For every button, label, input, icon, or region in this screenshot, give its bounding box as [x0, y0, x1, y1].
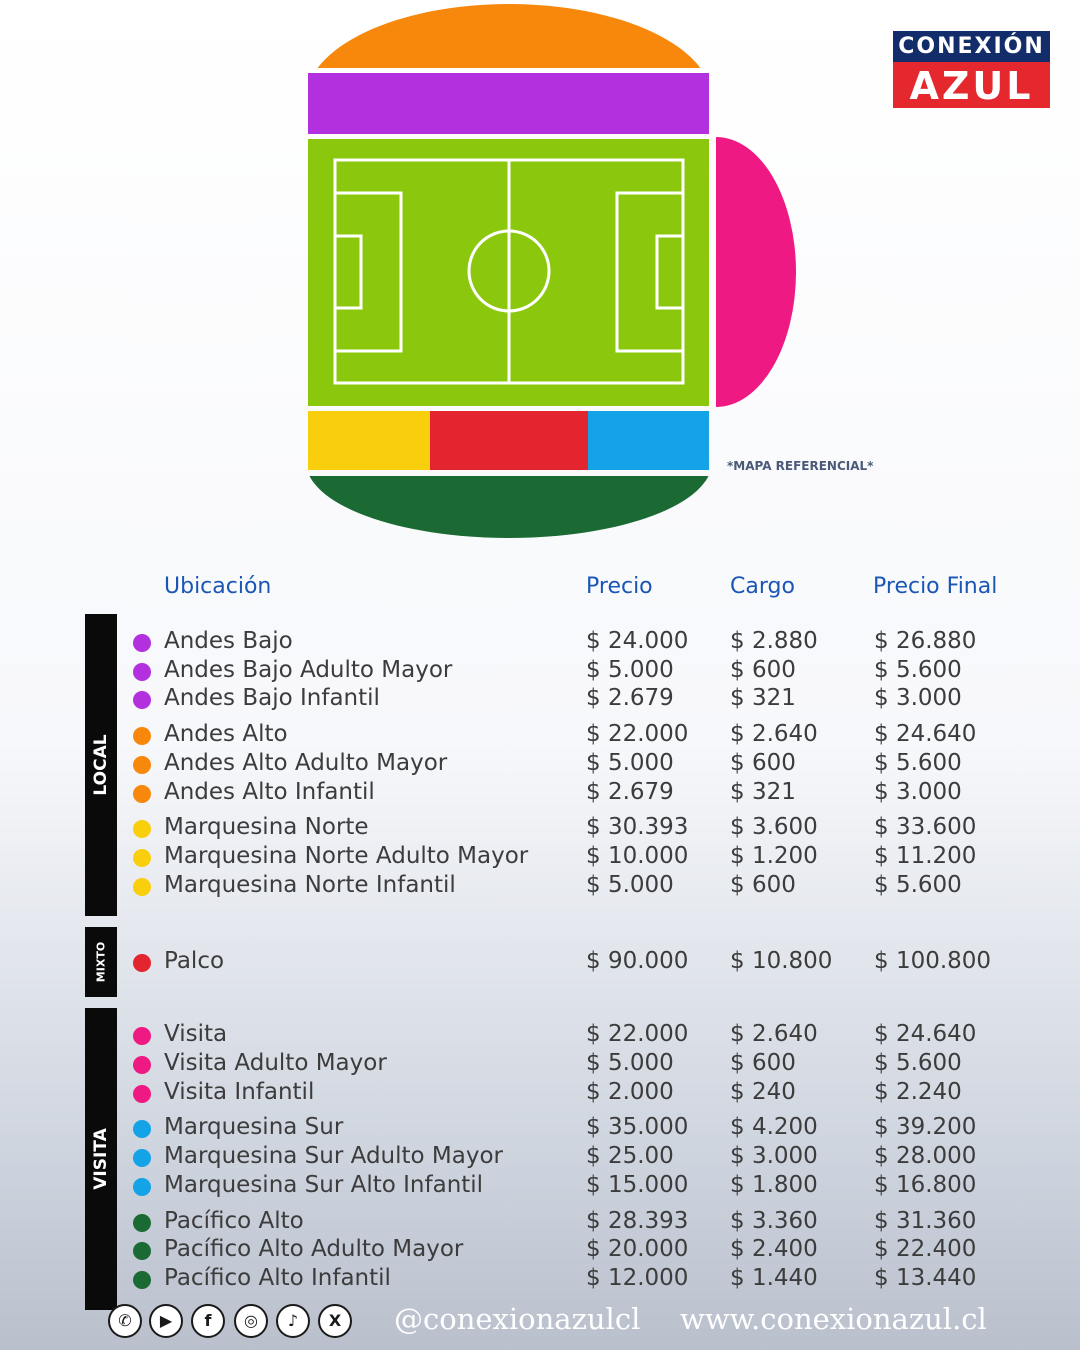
row-cargo: $ 4.200 [730, 1114, 818, 1140]
row-precio: $ 2.679 [586, 685, 674, 711]
row-cargo: $ 3.000 [730, 1143, 818, 1169]
row-precio: $ 22.000 [586, 721, 689, 747]
row-precio: $ 30.393 [586, 814, 689, 840]
row-precio: $ 5.000 [586, 872, 674, 898]
x-icon[interactable]: X [318, 1304, 352, 1338]
row-cargo: $ 2.400 [730, 1236, 818, 1262]
facebook-icon[interactable]: f [191, 1304, 225, 1338]
group-label-mixto: MIXTO [94, 941, 108, 983]
row-cargo: $ 1.440 [730, 1265, 818, 1291]
tiktok-icon[interactable]: ♪ [276, 1304, 310, 1338]
table-row [0, 843, 1080, 872]
row-precio: $ 15.000 [586, 1172, 689, 1198]
table-row [0, 1236, 1080, 1265]
row-name: Andes Alto Adulto Mayor [164, 750, 448, 776]
row-cargo: $ 600 [730, 1050, 796, 1076]
row-cargo: $ 3.600 [730, 814, 818, 840]
row-cargo: $ 600 [730, 872, 796, 898]
row-precio: $ 28.393 [586, 1208, 689, 1234]
row-cargo: $ 1.200 [730, 843, 818, 869]
row-precio: $ 22.000 [586, 1021, 689, 1047]
color-dot-icon [133, 1085, 151, 1103]
row-precio-final: $ 3.000 [874, 779, 962, 805]
row-precio-final: $ 31.360 [874, 1208, 977, 1234]
color-dot-icon [133, 1056, 151, 1074]
row-name: Pacífico Alto Infantil [164, 1265, 391, 1291]
row-precio: $ 2.679 [586, 779, 674, 805]
table-row [0, 721, 1080, 750]
whatsapp-icon[interactable]: ✆ [108, 1304, 142, 1338]
row-precio-final: $ 5.600 [874, 872, 962, 898]
row-cargo: $ 2.880 [730, 628, 818, 654]
row-cargo: $ 10.800 [730, 948, 833, 974]
row-precio-final: $ 2.240 [874, 1079, 962, 1105]
row-cargo: $ 600 [730, 750, 796, 776]
color-dot-icon [133, 663, 151, 681]
group-label-local: LOCAL [91, 734, 111, 796]
row-precio: $ 5.000 [586, 750, 674, 776]
row-name: Pacífico Alto [164, 1208, 304, 1234]
color-dot-icon [133, 756, 151, 774]
color-dot-icon [133, 1271, 151, 1289]
row-precio-final: $ 5.600 [874, 750, 962, 776]
row-precio: $ 90.000 [586, 948, 689, 974]
color-dot-icon [133, 1214, 151, 1232]
row-cargo: $ 3.360 [730, 1208, 818, 1234]
brand-logo [893, 31, 1050, 108]
table-row [0, 1050, 1080, 1079]
section-palco [430, 411, 588, 470]
row-name: Marquesina Norte Infantil [164, 872, 456, 898]
row-cargo: $ 600 [730, 657, 796, 683]
color-dot-icon [133, 878, 151, 896]
row-precio: $ 2.000 [586, 1079, 674, 1105]
row-precio-final: $ 22.400 [874, 1236, 977, 1262]
color-dot-icon [133, 1178, 151, 1196]
instagram-icon[interactable]: ◎ [234, 1304, 268, 1338]
color-dot-icon [133, 849, 151, 867]
row-precio: $ 25.00 [586, 1143, 674, 1169]
header-cargo: Cargo [730, 574, 795, 599]
row-precio-final: $ 16.800 [874, 1172, 977, 1198]
table-row [0, 814, 1080, 843]
row-precio: $ 10.000 [586, 843, 689, 869]
row-precio: $ 5.000 [586, 1050, 674, 1076]
youtube-icon[interactable]: ▶ [149, 1304, 183, 1338]
row-name: Pacífico Alto Adulto Mayor [164, 1236, 464, 1262]
row-name: Andes Alto [164, 721, 288, 747]
row-cargo: $ 2.640 [730, 721, 818, 747]
row-name: Visita Adulto Mayor [164, 1050, 387, 1076]
section-andes-bajo [308, 73, 709, 134]
color-dot-icon [133, 1027, 151, 1045]
color-dot-icon [133, 954, 151, 972]
row-name: Andes Bajo [164, 628, 293, 654]
row-cargo: $ 2.640 [730, 1021, 818, 1047]
row-precio: $ 24.000 [586, 628, 689, 654]
row-precio: $ 12.000 [586, 1265, 689, 1291]
color-dot-icon [133, 1120, 151, 1138]
row-name: Marquesina Sur Alto Infantil [164, 1172, 484, 1198]
map-note: *MAPA REFERENCIAL* [727, 459, 874, 473]
table-row [0, 1079, 1080, 1108]
color-dot-icon [133, 727, 151, 745]
color-dot-icon [133, 691, 151, 709]
row-name: Visita Infantil [164, 1079, 315, 1105]
table-row [0, 1208, 1080, 1237]
group-label-visita: VISITA [91, 1128, 111, 1190]
row-name: Marquesina Sur [164, 1114, 344, 1140]
row-precio-final: $ 100.800 [874, 948, 992, 974]
row-precio-final: $ 5.600 [874, 1050, 962, 1076]
color-dot-icon [133, 820, 151, 838]
table-row [0, 779, 1080, 808]
row-precio-final: $ 13.440 [874, 1265, 977, 1291]
row-name: Andes Bajo Infantil [164, 685, 380, 711]
header-ubicacion: Ubicación [164, 574, 272, 599]
table-row [0, 872, 1080, 901]
section-marquesina-norte [308, 411, 430, 470]
brand-logo-bottom: AZUL [893, 62, 1050, 108]
footer [0, 1298, 1080, 1344]
row-name: Andes Alto Infantil [164, 779, 375, 805]
table-row [0, 628, 1080, 657]
row-precio-final: $ 28.000 [874, 1143, 977, 1169]
row-cargo: $ 1.800 [730, 1172, 818, 1198]
row-precio: $ 35.000 [586, 1114, 689, 1140]
social-handle[interactable]: @conexionazulcl [394, 1302, 641, 1336]
row-precio-final: $ 5.600 [874, 657, 962, 683]
brand-logo-top: CONEXIÓN [893, 31, 1050, 62]
color-dot-icon [133, 1149, 151, 1167]
table-row [0, 750, 1080, 779]
table-row [0, 1265, 1080, 1294]
row-precio-final: $ 11.200 [874, 843, 977, 869]
header-precio: Precio [586, 574, 653, 599]
row-precio: $ 20.000 [586, 1236, 689, 1262]
row-name: Marquesina Norte Adulto Mayor [164, 843, 529, 869]
color-dot-icon [133, 1242, 151, 1260]
row-precio: $ 5.000 [586, 657, 674, 683]
row-name: Marquesina Norte [164, 814, 369, 840]
header-precio-final: Precio Final [873, 574, 998, 599]
row-precio-final: $ 39.200 [874, 1114, 977, 1140]
section-marquesina-sur [588, 411, 709, 470]
website-link[interactable]: www.conexionazul.cl [680, 1302, 987, 1336]
row-precio-final: $ 24.640 [874, 1021, 977, 1047]
table-row [0, 1021, 1080, 1050]
color-dot-icon [133, 634, 151, 652]
table-row [0, 685, 1080, 714]
color-dot-icon [133, 785, 151, 803]
row-precio-final: $ 33.600 [874, 814, 977, 840]
table-row [0, 1172, 1080, 1201]
row-name: Marquesina Sur Adulto Mayor [164, 1143, 503, 1169]
table-row [0, 657, 1080, 686]
row-cargo: $ 321 [730, 779, 796, 805]
row-name: Palco [164, 948, 225, 974]
row-cargo: $ 321 [730, 685, 796, 711]
row-precio-final: $ 24.640 [874, 721, 977, 747]
row-precio-final: $ 3.000 [874, 685, 962, 711]
row-precio-final: $ 26.880 [874, 628, 977, 654]
row-name: Visita [164, 1021, 228, 1047]
row-name: Andes Bajo Adulto Mayor [164, 657, 453, 683]
table-row [0, 1114, 1080, 1143]
row-cargo: $ 240 [730, 1079, 796, 1105]
table-row [0, 948, 1080, 977]
table-row [0, 1143, 1080, 1172]
